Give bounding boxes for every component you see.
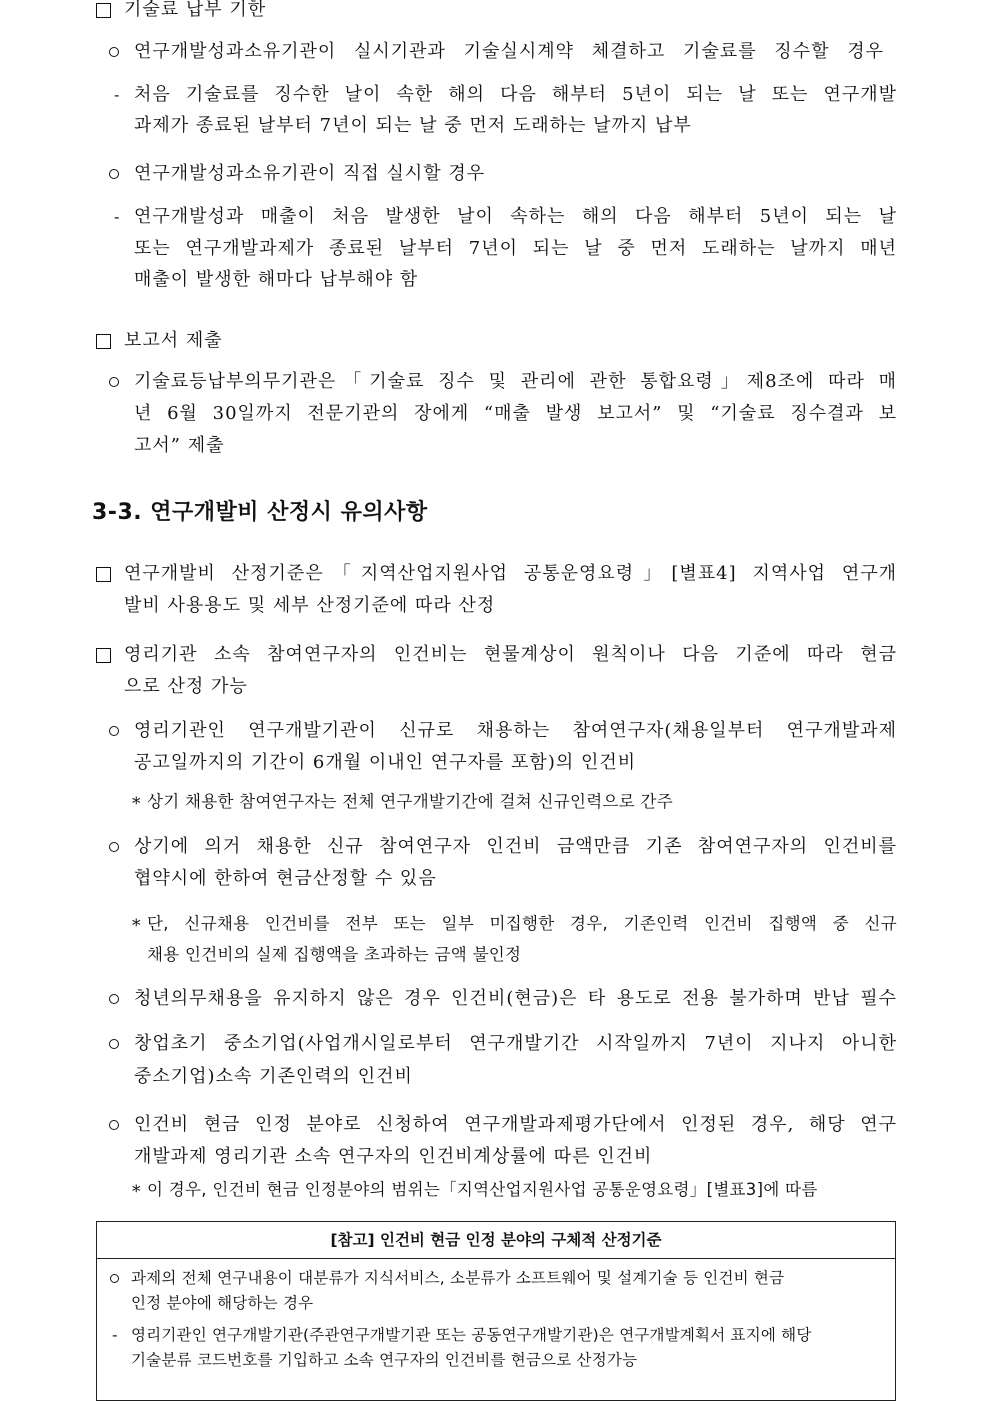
section-title-report: 보고서 제출 — [124, 330, 223, 351]
bullet-circle-icon — [109, 1039, 119, 1049]
section-heading-3-3: 3-3. 연구개발비 산정시 유의사항 — [92, 500, 428, 525]
bullet-circle-icon — [109, 377, 119, 387]
checkbox-square-icon — [96, 567, 111, 582]
fee-deadline-item2-sub-line2: 또는 연구개발과제가 종료된 날부터 7년이 되는 날 중 먼저 도래하는 날까지 매년 — [134, 238, 897, 259]
reference-item1-line1: 과제의 전체 연구내용이 대분류가 지식서비스, 소분류가 소프트웨어 및 설계기술 등 인건비 현금 — [131, 1269, 785, 1287]
cost-c3: 청년의무채용을 유지하지 않은 경우 인건비(현금)은 타 용도로 전용 불가하며 반납 필수 — [134, 988, 897, 1009]
cost-c1-note: 상기 채용한 참여연구자는 전체 연구개발기간에 걸쳐 신규인력으로 간주 — [147, 792, 673, 811]
reference-item1-sub-line1: 영리기관인 연구개발기관(주관연구개발기관 또는 공동연구개발기관)은 연구개발계획서 표지에 해당 — [131, 1326, 812, 1344]
report-item1-line2: 년 6월 30일까지 전문기관의 장에게 “매출 발생 보고서” 및 “기술료 징수결과 보 — [134, 403, 897, 424]
note-star-marker: * — [132, 916, 141, 936]
bullet-circle-icon — [109, 994, 119, 1004]
cost-c2-note-line2: 채용 인건비의 실제 집행액을 초과하는 금액 불인정 — [147, 945, 522, 964]
cost-c5-note: 이 경우, 인건비 현금 인정분야의 범위는「지역산업지원사업 공통운영요령」[별표3]에 따름 — [147, 1180, 818, 1199]
fee-deadline-item1-sub-line1: 처음 기술료를 징수한 날이 속한 해의 다음 해부터 5년이 되는 날 또는 연구개발 — [134, 84, 897, 105]
fee-deadline-item1-sub-line2: 과제가 종료된 날부터 7년이 되는 날 중 먼저 도래하는 날까지 납부 — [134, 115, 692, 136]
reference-box-title: [참고] 인건비 현금 인정 분야의 구체적 산정기준 — [97, 1222, 895, 1259]
fee-deadline-item2-sub-line3: 매출이 발생한 해마다 납부해야 함 — [134, 269, 419, 290]
dash-marker: - — [114, 207, 120, 226]
cost-box1-line2: 발비 사용용도 및 세부 산정기준에 따라 산정 — [124, 595, 496, 616]
reference-item1-line2: 인정 분야에 해당하는 경우 — [131, 1294, 314, 1312]
cost-c1-line1: 영리기관인 연구개발기관이 신규로 채용하는 참여연구자(채용일부터 연구개발과제 — [134, 720, 897, 741]
cost-c2-line1: 상기에 의거 채용한 신규 참여연구자 인건비 금액만큼 기존 참여연구자의 인건비를 — [134, 836, 897, 857]
cost-c5-line2: 개발과제 영리기관 소속 연구자의 인건비계상률에 따른 인건비 — [134, 1146, 653, 1167]
checkbox-square-icon — [96, 648, 111, 663]
bullet-circle-icon — [109, 726, 119, 736]
dash-marker: - — [112, 1326, 118, 1344]
cost-c1-line2: 공고일까지의 기간이 6개월 이내인 연구자를 포함)의 인건비 — [134, 752, 637, 773]
fee-deadline-item2-sub-line1: 연구개발성과 매출이 처음 발생한 날이 속하는 해의 다음 해부터 5년이 되는 날 — [134, 206, 897, 227]
section-title-fee-deadline: 기술료 납부 기한 — [124, 0, 267, 20]
dash-marker: - — [114, 85, 120, 104]
cost-c4-line2: 중소기업)소속 기존인력의 인건비 — [134, 1066, 413, 1087]
reference-item1-sub-line2: 기술분류 코드번호를 기입하고 소속 연구자의 인건비를 현금으로 산정가능 — [131, 1351, 638, 1369]
bullet-circle-icon — [109, 169, 119, 179]
cost-c5-line1: 인건비 현금 인정 분야로 신청하여 연구개발과제평가단에서 인정된 경우, 해당 연구 — [134, 1114, 897, 1135]
reference-box — [96, 1221, 896, 1401]
cost-c4-line1: 창업초기 중소기업(사업개시일로부터 연구개발기간 시작일까지 7년이 지나지 아니한 — [134, 1033, 897, 1054]
bullet-circle-icon — [109, 1120, 119, 1130]
cost-box2-line2: 으로 산정 가능 — [124, 676, 248, 697]
cost-box1-line1: 연구개발비 산정기준은「지역산업지원사업 공통운영요령」[별표4] 지역사업 연구개 — [124, 563, 897, 584]
note-star-marker: * — [132, 1182, 141, 1202]
note-star-marker: * — [132, 794, 141, 814]
cost-c2-note-line1: 단, 신규채용 인건비를 전부 또는 일부 미집행한 경우, 기존인력 인건비 집행액 중 신규 — [147, 914, 897, 933]
checkbox-square-icon — [96, 3, 111, 18]
cost-c2-line2: 협약시에 한하여 현금산정할 수 있음 — [134, 868, 437, 889]
bullet-circle-icon — [110, 1274, 119, 1283]
cost-box2-line1: 영리기관 소속 참여연구자의 인건비는 현물계상이 원칙이나 다음 기준에 따라 현금 — [124, 644, 897, 665]
fee-deadline-item1: 연구개발성과소유기관이 실시기관과 기술실시계약 체결하고 기술료를 징수할 경우 — [134, 41, 884, 62]
report-item1-line1: 기술료등납부의무기관은「기술료 징수 및 관리에 관한 통합요령」제8조에 따라 매 — [134, 371, 897, 392]
bullet-circle-icon — [109, 47, 119, 57]
fee-deadline-item2: 연구개발성과소유기관이 직접 실시할 경우 — [134, 163, 486, 184]
bullet-circle-icon — [109, 842, 119, 852]
checkbox-square-icon — [96, 334, 111, 349]
report-item1-line3: 고서” 제출 — [134, 435, 225, 456]
